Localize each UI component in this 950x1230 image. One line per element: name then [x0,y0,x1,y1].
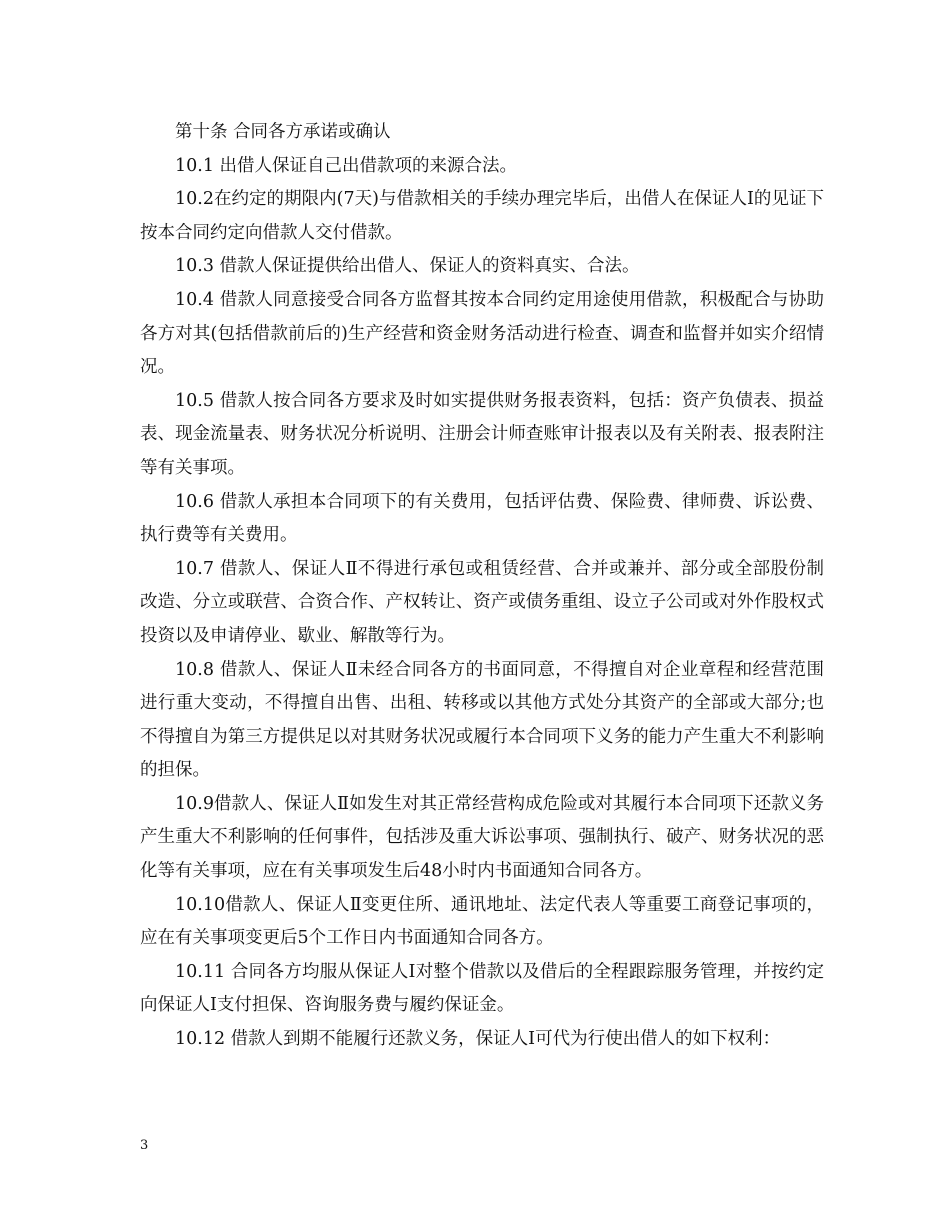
clause-10-7: 10.7 借款人、保证人Ⅱ不得进行承包或租赁经营、合并或兼并、部分或全部股份制改造、分立或联营、合资合作、产权转让、资产或债务重组、设立子公司或对外作股权式投资以及申请停业、歇业、解散等行为。 [140,558,824,646]
clause-10-10: 10.10借款人、保证人Ⅱ变更住所、通讯地址、法定代表人等重要工商登记事项的，应在有关事项变更后5个工作日内书面通知合同各方。 [140,894,824,949]
article-heading: 第十条 合同各方承诺或确认 [175,122,391,142]
clause-10-6: 10.6 借款人承担本合同项下的有关费用，包括评估费、保险费、律师费、诉讼费、执行费等有关费用。 [140,491,824,546]
page-number: 3 [140,1138,149,1153]
document-body [140,116,824,1057]
clause-10-1: 10.1 出借人保证自己出借款项的来源合法。 [175,155,518,176]
clause-10-9: 10.9借款人、保证人Ⅱ如发生对其正常经营构成危险或对其履行本合同项下还款义务产生重大不利影响的任何事件，包括涉及重大诉讼事项、强制执行、破产、财务状况的恶化等有关事项，应在有关事项发生后48小时内书面通知合同各方。 [140,793,824,882]
clause-10-11: 10.11 合同各方均服从保证人Ⅰ对整个借款以及借后的全程跟踪服务管理，并按约定向保证人Ⅰ支付担保、咨询服务费与履约保证金。 [140,961,824,1016]
clause-10-3: 10.3 借款人保证提供给出借人、保证人的资料真实、合法。 [175,256,640,277]
clause-10-5: 10.5 借款人按合同各方要求及时如实提供财务报表资料，包括：资产负债表、损益表、现金流量表、财务状况分析说明、注册会计师查账审计报表以及有关附表、报表附注等有关事项。 [140,390,824,478]
clause-10-2: 10.2在约定的期限内(7天)与借款相关的手续办理完毕后，出借人在保证人Ⅰ的见证下按本合同约定向借款人交付借款。 [140,189,824,243]
clause-10-4: 10.4 借款人同意接受合同各方监督其按本合同约定用途使用借款，积极配合与协助各方对其(包括借款前后的)生产经营和资金财务活动进行检查、调查和监督并如实介绍情况。 [140,289,824,378]
clause-10-8: 10.8 借款人、保证人Ⅱ未经合同各方的书面同意，不得擅自对企业章程和经营范围进行重大变动，不得擅自出售、出租、转移或以其他方式处分其资产的全部或大部分;也不得擅自为第三方提供足以对其财务状况或履行本合同项下义务的能力产生重大不利影响的担保。 [140,659,824,781]
clause-10-12: 10.12 借款人到期不能履行还款义务，保证人Ⅰ可代为行使出借人的如下权利： [175,1029,781,1050]
